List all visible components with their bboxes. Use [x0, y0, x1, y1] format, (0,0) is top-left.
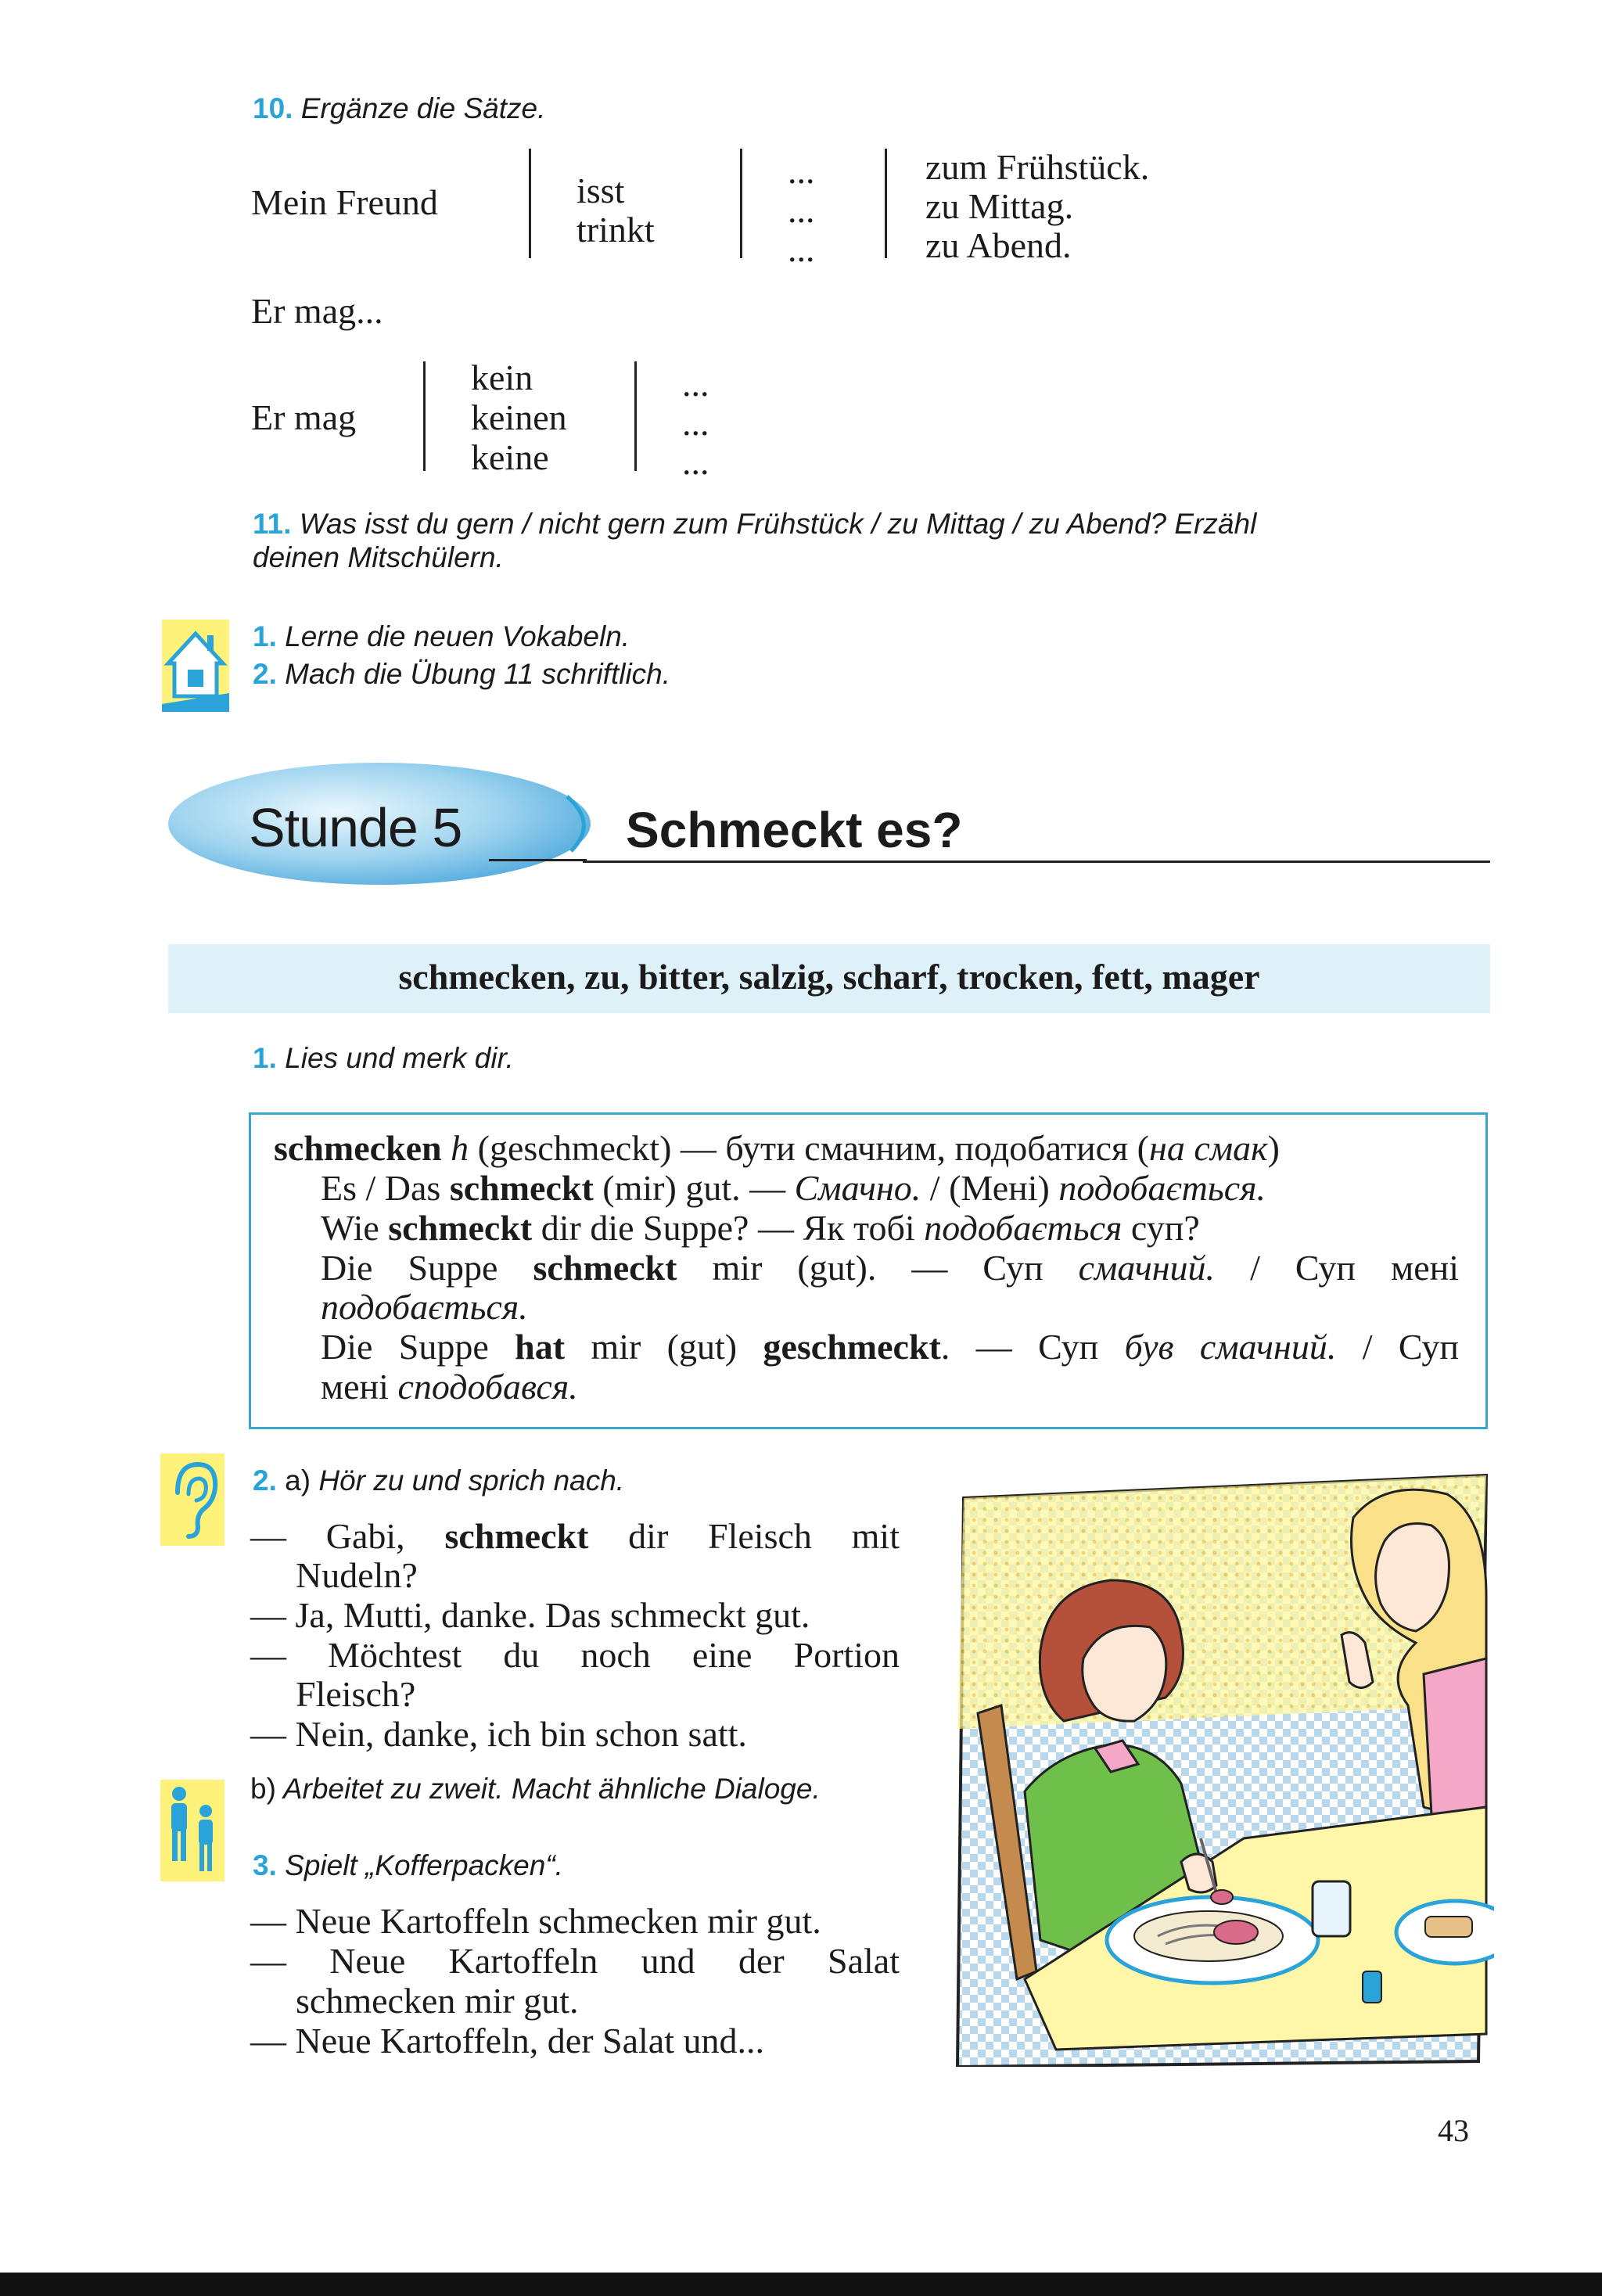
divider: [423, 361, 426, 471]
divider: [583, 861, 1490, 863]
dialogue-line-3b: Fleisch?: [296, 1674, 416, 1714]
dialogue-line-1b: Nudeln?: [296, 1555, 418, 1595]
ex10-number: 10.: [253, 92, 293, 124]
divider: [634, 361, 637, 471]
divider: [740, 149, 742, 258]
lesson-title: Schmeckt es?: [626, 802, 963, 858]
pair-work-icon: [160, 1780, 224, 1881]
house-homework-icon: [160, 618, 231, 713]
ex10-verb-2: trinkt: [577, 210, 655, 250]
ex10-er-mag-intro: Er mag...: [251, 291, 383, 331]
ex10-dots2-1: ...: [682, 364, 709, 404]
ex2b-instruction: b) Arbeitet zu zweit. Macht ähnliche Dialoge.: [250, 1773, 821, 1805]
ex10-meal-2: zu Mittag.: [925, 186, 1074, 226]
ex3-line-2: — Neue Kartoffeln und der Salat: [250, 1941, 900, 1981]
ex10-dots-1: ...: [788, 151, 815, 191]
ex10-article-2: keinen: [471, 397, 567, 437]
ear-listen-icon: [160, 1453, 224, 1546]
ex10-article-3: keine: [471, 437, 549, 477]
ex10-subject: Mein Freund: [251, 182, 438, 222]
box-line-1: schmecken h (geschmeckt) — бути смачним, подобатися (на смак): [274, 1128, 1280, 1168]
box-line-7: мені сподобався.: [321, 1367, 578, 1407]
ex3-instruction: 3. Spielt „Kofferpacken“.: [253, 1849, 563, 1881]
box-line-5: подобається.: [321, 1287, 528, 1327]
vocab-words: schmecken, zu, bitter, salzig, scharf, trocken, fett, mager: [398, 957, 1260, 997]
stunde-label: Stunde 5: [249, 797, 462, 858]
box-line-3: Wie schmeckt dir die Suppe? — Як тобі подобається суп?: [321, 1208, 1200, 1248]
ex10-verb-1: isst: [577, 171, 625, 210]
box-line-6: Die Suppe hat mir (gut) geschmeckt. — Суп був смачний. / Суп: [321, 1327, 1459, 1367]
homework-item: 2. Mach die Übung 11 schriftlich.: [253, 658, 671, 690]
box-line-4: Die Suppe schmeckt mir (gut). — Суп смачний. / Суп мені: [321, 1248, 1460, 1288]
ex10-dots-2: ...: [788, 190, 815, 230]
ex2a-instruction: 2. a) Hör zu und sprich nach.: [253, 1464, 625, 1497]
divider: [529, 149, 531, 258]
ex11-instruction: 11. Was isst du gern / nicht gern zum Frühstück / zu Mittag / zu Abend? Erzähl deinen Mitschülern.: [253, 508, 1257, 573]
ex10-meal-1: zum Frühstück.: [925, 147, 1150, 187]
homework-list: [253, 618, 670, 693]
box-line-2: Es / Das schmeckt (mir) gut. — Смачно. / (Мені) подобається.: [321, 1168, 1266, 1208]
ex3-line-1: — Neue Kartoffeln schmecken mir gut.: [250, 1901, 821, 1941]
homework-item: 1. Lerne die neuen Vokabeln.: [253, 620, 630, 652]
dialogue-line-4: — Nein, danke, ich bin schon satt.: [250, 1714, 747, 1754]
ex10-er-mag: Er mag: [251, 397, 357, 437]
divider: [489, 859, 587, 861]
bottom-edge: [0, 2273, 1602, 2296]
page-number: 43: [1438, 2113, 1469, 2148]
ex10-dots2-2: ...: [682, 403, 709, 443]
ex10-article-1: kein: [471, 358, 533, 397]
ex10-meal-3: zu Abend.: [925, 225, 1072, 265]
ex10-instruction: 10. Ergänze die Sätze.: [253, 92, 546, 124]
dialogue-line-1: — Gabi, schmeckt dir Fleisch mit: [250, 1516, 900, 1556]
divider: [885, 149, 887, 258]
ex10-dots2-3: ...: [682, 442, 709, 482]
dialogue-line-3: — Möchtest du noch eine Portion: [250, 1635, 900, 1675]
mother-daughter-dinner-illustration: [946, 1471, 1494, 2067]
ex3-line-3: — Neue Kartoffeln, der Salat und...: [250, 2021, 765, 2061]
ex10-dots-3: ...: [788, 229, 815, 269]
ex3-line-2b: schmecken mir gut.: [296, 1981, 579, 2021]
dialogue-line-2: — Ja, Mutti, danke. Das schmeckt gut.: [250, 1595, 810, 1635]
ex1-instruction: 1. Lies und merk dir.: [253, 1042, 514, 1074]
